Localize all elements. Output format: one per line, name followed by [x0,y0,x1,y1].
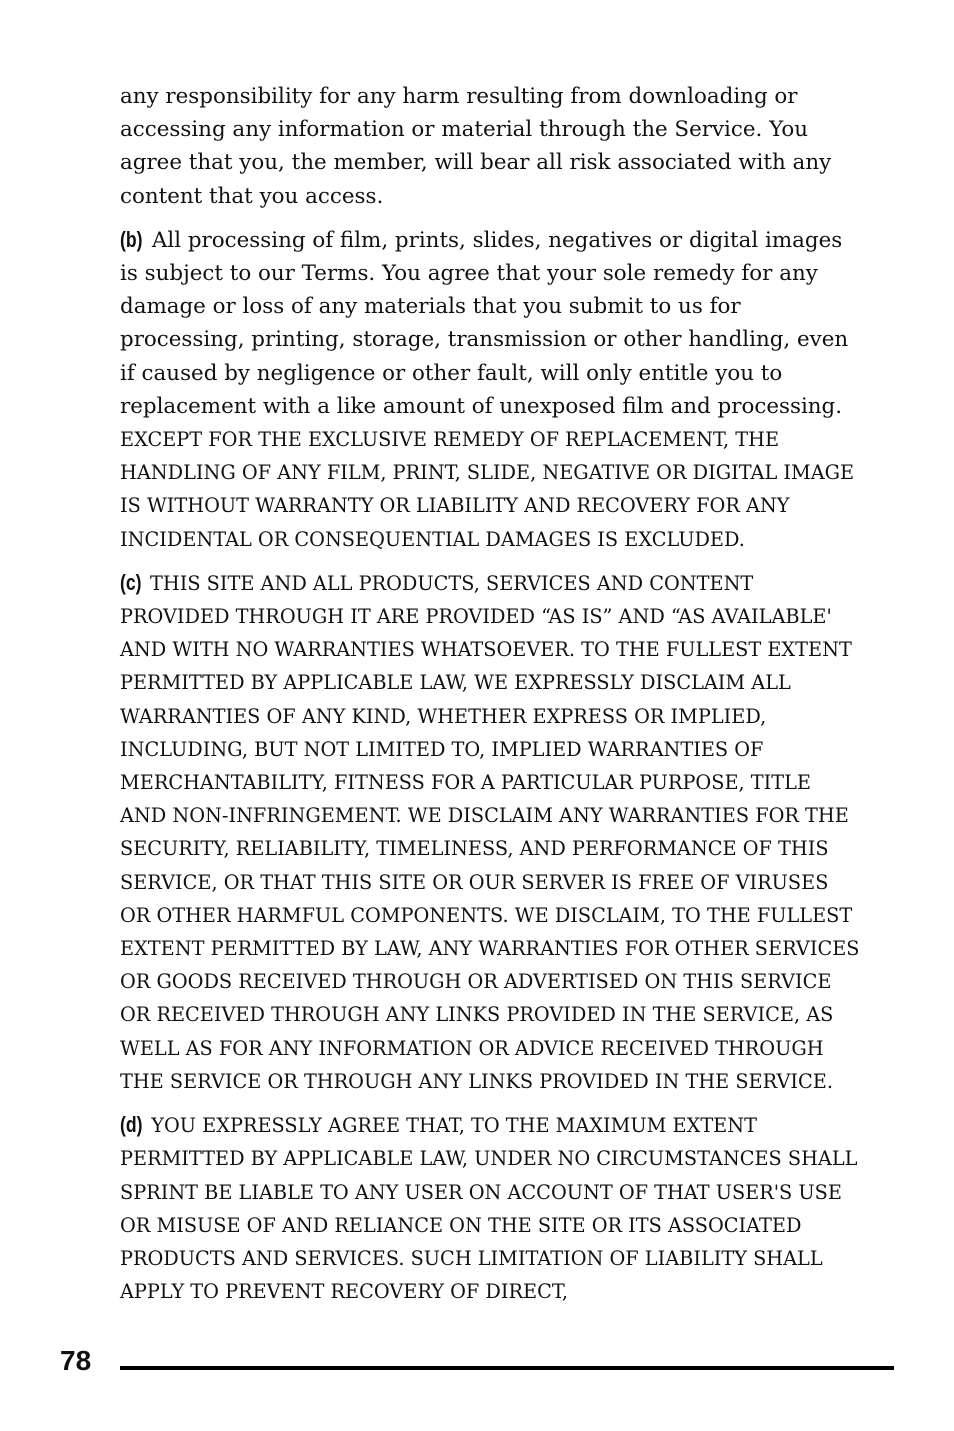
paragraph-c-label: (c) [120,569,142,595]
paragraph-d-label: (d) [120,1112,143,1138]
paragraph-c-text: THIS SITE AND ALL PRODUCTS, SERVICES AND CONTENT PROVIDED THROUGH IT ARE PROVIDED “AS IS” AND “AS AVAILABLE' AND WITH NO WARRANTIES WHATSOEVER. TO THE FULLEST EXTENT PERMITTED BY APPLICABLE LAW, WE EXPRESSLY DISCLAIM ALL WARRANTIES OF ANY KIND, WHETHER EXPRESS OR IMPLIED, INCLUDING, BUT NOT LIMITED TO, IMPLIED WARRANTIES OF MERCHANTABILITY, FITNESS FOR A PARTICULAR PURPOSE, TITLE AND NON-INFRINGEMENT. WE DISCLAIM ANY WARRANTIES FOR THE SECURITY, RELIABILITY, TIMELINESS, AND PERFORMANCE OF THIS SERVICE, OR THAT THIS SITE OR OUR SERVER IS FREE OF VIRUSES OR OTHER HARMFUL COMPONENTS. WE DISCLAIM, TO THE FULLEST EXTENT PERMITTED BY LAW, ANY WARRANTIES FOR OTHER SERVICES OR GOODS RECEIVED THROUGH OR ADVERTISED ON THIS SERVICE OR RECEIVED THROUGH ANY LINKS PROVIDED IN THE SERVICE, AS WELL AS FOR ANY INFORMATION OR ADVICE RECEIVED THROUGH THE SERVICE OR THROUGH ANY LINKS PROVIDED IN THE SERVICE. [120,571,860,1093]
paragraph-b-caps: EXCEPT FOR THE EXCLUSIVE REMEDY OF REPLACEMENT, THE HANDLING OF ANY FILM, PRINT, SLIDE, NEGATIVE OR DIGITAL IMAGE IS WITHOUT WARRANTY OR LIABILITY AND RECOVERY FOR ANY INCIDENTAL OR CONSEQUENTIAL DAMAGES IS EXCLUDED. [120,428,855,551]
page-number: 78 [60,1345,92,1376]
paragraph-d [120,1108,862,1308]
paragraph-b-label: (b) [120,226,143,252]
document-body [120,80,862,1318]
paragraph-c [120,566,862,1098]
paragraph-intro [120,80,862,213]
footer-rule [120,1366,894,1370]
paragraph-b-text: All processing of film, prints, slides, negatives or digital images is subject to our Terms. You agree that your sole remedy for any damage or loss of any materials that you submit to us for processing, printing, storage, transmission or other handling, even if caused by negligence or other fault, will only entitle you to replacement with a like amount of unexposed film and processing. [120,227,849,419]
paragraph-b [120,223,862,556]
paragraph-intro-text: any responsibility for any harm resulting from downloading or accessing any information or material through the Service. You agree that you, the member, will bear all risk associated with any content that you access. [120,84,832,209]
paragraph-d-text: YOU EXPRESSLY AGREE THAT, TO THE MAXIMUM EXTENT PERMITTED BY APPLICABLE LAW, UNDER NO CIRCUMSTANCES SHALL SPRINT BE LIABLE TO ANY USER ON ACCOUNT OF THAT USER'S USE OR MISUSE OF AND RELIANCE ON THE SITE OR ITS ASSOCIATED PRODUCTS AND SERVICES. SUCH LIMITATION OF LIABILITY SHALL APPLY TO PREVENT RECOVERY OF DIRECT, [120,1114,858,1304]
